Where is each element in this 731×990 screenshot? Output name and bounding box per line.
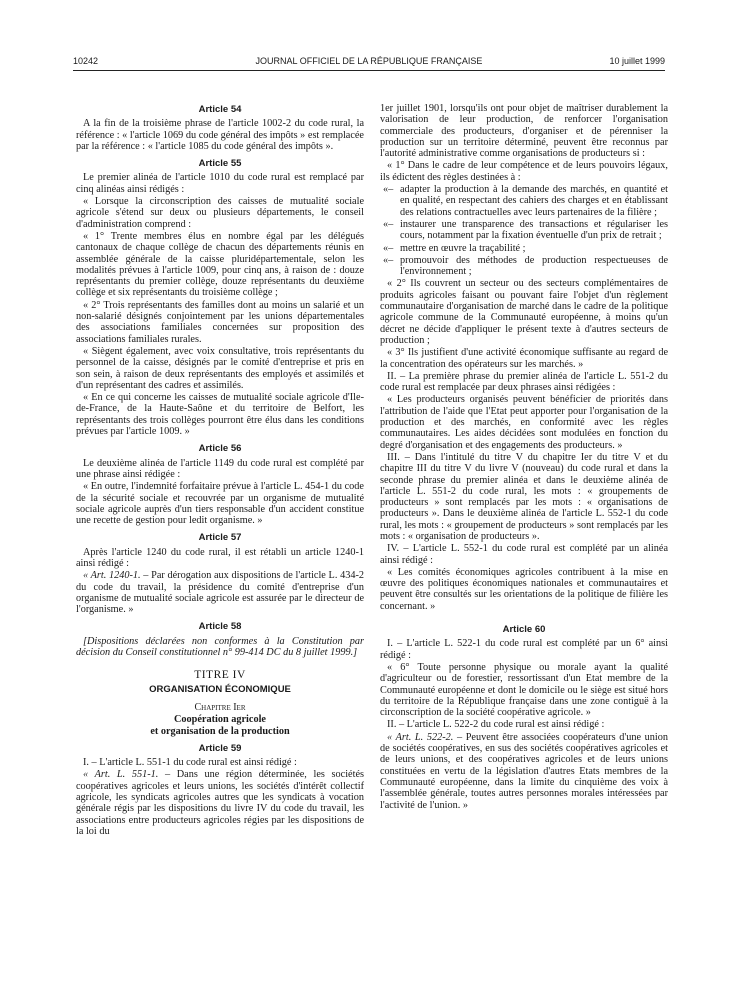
dash-item-text: instaurer une transparence des transactions et régulariser les cours, notamment par la fixation éventuelle d'un prix de retrait ; (400, 218, 668, 242)
article-60-heading: Article 60 (502, 624, 546, 636)
issue-date: 10 juillet 1999 (609, 56, 665, 66)
article-55-paragraph: Le premier alinéa de l'article 1010 du code rural est remplacé par cinq alinéas ainsi rédigés : (76, 172, 364, 195)
article-56-paragraph: Le deuxième alinéa de l'article 1149 du code rural est complété par une phrase ainsi rédigée : (76, 457, 364, 480)
article-55-paragraph: « 2° Trois représentants des familles dont au moins un salarié et un non-salarié désignés conjointement par les unions départementales des associations familiales concernées sur proposition des associations familiales rurales. (76, 299, 364, 345)
article-60-paragraph (380, 732, 668, 811)
right-column (380, 103, 668, 812)
article-reference: « Art. L. 551-1. – (83, 769, 171, 781)
article-reference: « Art. 1240-1. – (83, 570, 149, 582)
article-58-heading: Article 58 (198, 621, 242, 633)
article-58-note: [Dispositions déclarées non conformes à la Constitution par décision du Conseil constitutionnel n° 99-414 DC du 8 juillet 1999.] (76, 635, 364, 659)
article-60-paragraph: II. – L'article L. 522-2 du code rural est ainsi rédigé : (387, 719, 605, 731)
article-reference: « Art. L. 522-2. – (387, 731, 463, 743)
article-60-paragraph: I. – L'article L. 522-1 du code rural est complété par un 6° ainsi rédigé : (380, 638, 668, 661)
journal-title: JOURNAL OFFICIEL DE LA RÉPUBLIQUE FRANÇAISE (255, 56, 483, 66)
article-59-paragraph: 1er juillet 1901, lorsqu'ils ont pour objet de maîtriser durablement la valorisation de leur production, de renforcer l'organisation commerciale des producteurs, d'organiser et de pérenniser la production sur un territoire déterminé, peuvent être reconnus par l'autorité administrative comme organisations de producteurs si : (380, 103, 668, 160)
article-text: Par dérogation aux dispositions de l'article L. 434-2 du code du travail, la présidence du comité d'entreprise d'un organisme de mutualité sociale agricole est assurée par le directeur de l'organisme. » (76, 570, 364, 616)
article-55-paragraph: « 1° Trente membres élus en nombre égal par les délégués cantonaux de chaque collège de chacun des départements réunis en assemblée générale de la caisse pluridépartementale, selon les modalités prévues à l'article 1009, pour cinq ans, à raison de : douze représentants du premier collège, douze représentants du deuxième collège et six représentants du troisième collège ; (76, 230, 364, 299)
dash-item-text: promouvoir des méthodes de production respectueuses de l'environnement ; (400, 254, 668, 278)
article-60-paragraph: « 6° Toute personne physique ou morale ayant la qualité d'agriculteur ou de forestier, ressortissant d'un Etat membre de la Communauté européenne et dont le domicile ou le siège est situé hors du territoire de la République française dans une zone contiguë à la circonscription de la société coopérative agricole. » (380, 661, 668, 719)
dash-marker: «– (383, 254, 394, 266)
dash-list-item (380, 243, 668, 254)
article-59-heading: Article 59 (198, 742, 242, 754)
titre-heading: TITRE IV (194, 669, 246, 682)
article-55-heading: Article 55 (198, 158, 242, 170)
article-54-heading: Article 54 (198, 104, 242, 115)
article-55-paragraph: « En ce qui concerne les caisses de mutualité sociale agricole d'Ile-de-France, de la Haute-Saône et du territoire de Belfort, les représentants des trois collèges pourront être élus dans les conditions prévues par l'article 1009. » (76, 392, 364, 438)
page-header (73, 56, 665, 70)
chapitre-heading: Chapitre Ier (194, 701, 246, 713)
article-57-paragraph (76, 570, 364, 615)
article-59-paragraph (76, 769, 364, 837)
article-56-paragraph: « En outre, l'indemnité forfaitaire prévue à l'article L. 454-1 du code de la sécurité sociale et recouvrée par un organisme de mutualité sociale agricole auprès d'un tiers responsable d'un accident constitue une recette de gestion pour ledit organisme. » (76, 481, 364, 527)
chapitre-name-line-2: et organisation de la production (150, 725, 290, 737)
article-59-paragraph: « Les comités économiques agricoles contribuent à la mise en œuvre des politiques économiques nationales et communautaires et peuvent être consultés sur les orientations de la politique de filière les concernant. » (380, 566, 668, 612)
article-text: Peuvent être associées coopérateurs d'une union de sociétés coopératives, en sus des sociétés coopératives agricoles et de leurs unions, et des coopératives agricoles et de leurs unions constituées en vertu de la législation d'autres Etats membres de la Communauté européenne, dans la limite du cinquième des voix à l'assemblée générale, toutes autres personnes morales intéressées par l'activité de l'union. » (380, 731, 668, 811)
article-59-paragraph: I. – L'article L. 551-1 du code rural est ainsi rédigé : (83, 757, 297, 769)
article-54-paragraph: A la fin de la troisième phrase de l'article 1002-2 du code rural, la référence : « l'article 1069 du code général des impôts » est remplacée par la référence : « l'article 1085 du code général des impôts ». (76, 118, 364, 152)
dash-list-item (380, 184, 668, 218)
article-59-paragraph: II. – La première phrase du premier alinéa de l'article L. 551-2 du code rural est remplacée par deux phrases ainsi rédigées : (380, 370, 668, 394)
dash-list-item (380, 255, 668, 278)
article-59-paragraph: « 2° Ils couvrent un secteur ou des secteurs complémentaires de produits agricoles faisant ou pouvant faire l'objet d'un règlement communautaire d'organisation de marché dans le cadre de la politique agricole commune de la Communauté européenne, à moins qu'un décret ne décide d'appliquer le présent texte à d'autres secteurs de production ; (380, 278, 668, 346)
article-56-heading: Article 56 (198, 443, 242, 455)
header-rule (73, 70, 665, 71)
dash-item-text: adapter la production à la demande des marchés, en quantité et en qualité, en respectant des cahiers des charges et en établissant des relations contractuelles avec leurs partenaires de la filière ; (400, 184, 668, 218)
article-55-paragraph: « Siègent également, avec voix consultative, trois représentants du personnel de la caisse, désignés par le comité d'entreprise et pris en son sein, à raison de deux représentants des employés et assimilés et d'un représentant des cadres et assimilés. (76, 345, 364, 391)
article-59-paragraph: III. – Dans l'intitulé du titre V du chapitre Ier du titre V et du chapitre III du titre V du livre V (nouveau) du code rural et dans la seconde phrase du premier alinéa et dans le deuxième alinéa de l'article L. 551-2 du code rural, les mots : « groupements de producteurs » sont remplacés par les mots : « organisations de producteurs ». Dans le deuxième alinéa de l'article L. 552-1 du code rural, les mots : « groupement de producteurs » sont remplacés par les mots : « organisation de producteurs ». (380, 451, 668, 542)
article-55-paragraph: « Lorsque la circonscription des caisses de mutualité sociale agricole s'étend sur deux ou plusieurs départements, le conseil d'administration comprend : (76, 196, 364, 230)
titre-name: ORGANISATION ÉCONOMIQUE (149, 683, 291, 695)
article-57-paragraph: Après l'article 1240 du code rural, il est rétabli un article 1240-1 ainsi rédigé : (76, 546, 364, 569)
article-59-paragraph: « 3° Ils justifient d'une activité économique suffisante au regard de la concentration des opérateurs sur les marchés. » (380, 347, 668, 370)
article-59-paragraph: « Les producteurs organisés peuvent bénéficier de priorités dans l'attribution de l'aide que l'Etat peut apporter pour l'organisation de la production et des marchés, en conformité avec les règles communautaires. Les aides décidées sont modulées en fonction du degré d'organisation et des engagements des producteurs. » (380, 394, 668, 451)
article-59-paragraph: « 1° Dans le cadre de leur compétence et de leurs pouvoirs légaux, ils édictent des règles destinées à : (380, 160, 668, 183)
dash-list-item (380, 219, 668, 242)
left-column (76, 104, 364, 838)
dash-marker: «– (383, 218, 394, 230)
dash-marker: «– (383, 242, 394, 254)
article-text: Dans une région déterminée, les sociétés coopératives agricoles et leurs unions, les sociétés d'intérêt collectif agricole, les syndicats agricoles autres que les syndicats à vocation générale régis par les dispositions du livre IV du code du travail, les associations entre producteurs agricoles régies par les dispositions de la loi du (76, 769, 364, 837)
page-number: 10242 (73, 56, 99, 66)
chapitre-name-line-1: Coopération agricole (174, 714, 266, 726)
dash-marker: «– (383, 184, 394, 196)
article-57-heading: Article 57 (198, 532, 242, 544)
dash-item-text: mettre en œuvre la traçabilité ; (400, 242, 526, 254)
article-59-paragraph: IV. – L'article L. 552-1 du code rural est complété par un alinéa ainsi rédigé : (380, 543, 668, 566)
